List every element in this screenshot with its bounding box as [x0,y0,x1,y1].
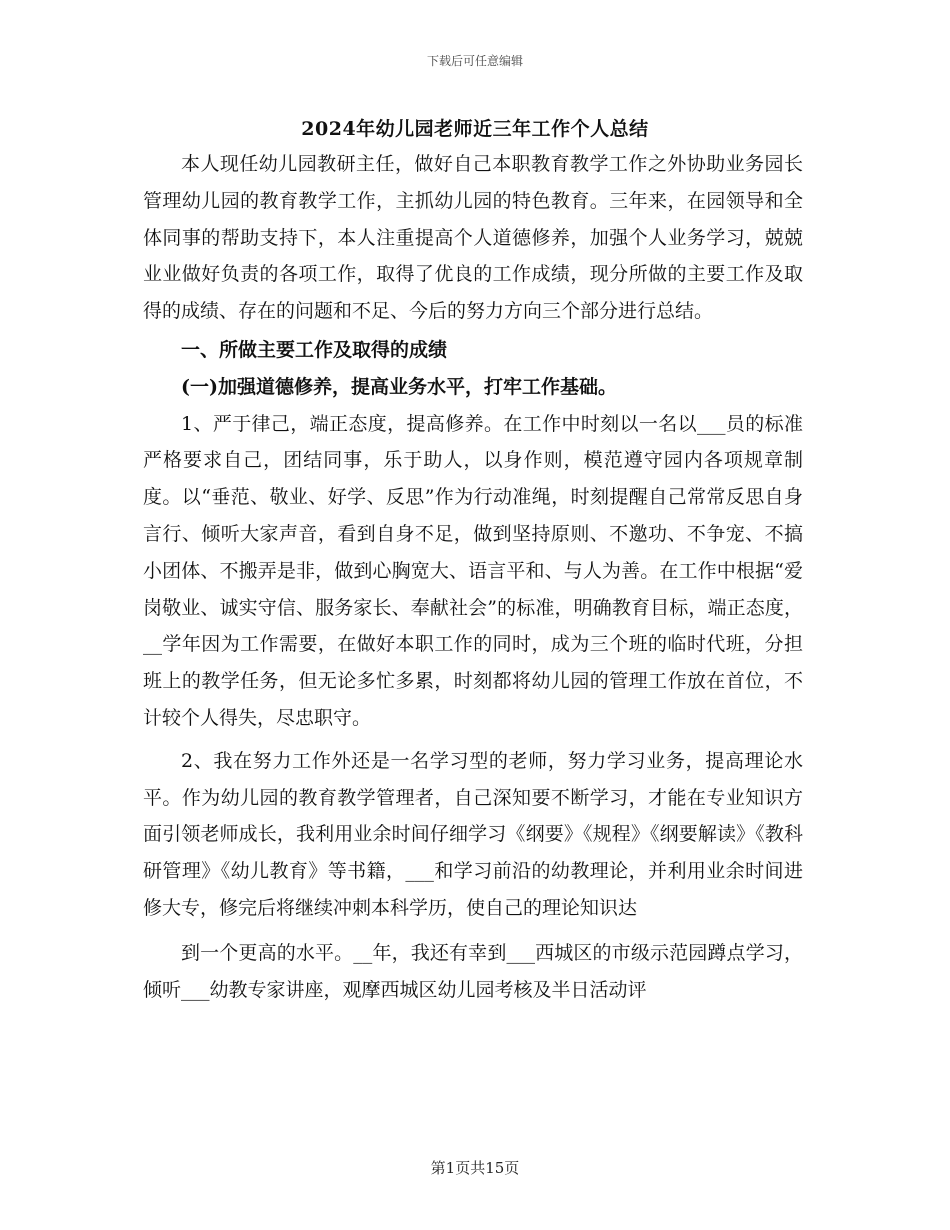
item-2-continuation: 到一个更高的水平。__年，我还有幸到___西城区的市级示范园蹲点学习，倾听___幼教专家讲座，观摩西城区幼儿园考核及半日活动评 [143,941,803,1001]
item-1-paragraph: 1、严于律己，端正态度，提高修养。在工作中时刻以一名以___员的标准严格要求自己，团结同事，乐于助人，以身作则，模范遵守园内各项规章制度。以“垂范、敬业、好学、反思”作为行动准绳，时刻提醒自己常常反思自身言行、倾听大家声音，看到自身不足，做到坚持原则、不邀功、不争宠、不搞小团体、不搬弄是非，做到心胸宽大、语言平和、与人为善。在工作中根据“爱岗敬业、诚实守信、服务家长、奉献社会”的标准，明确教育目标，端正态度，__学年因为工作需要，在做好本职工作的同时，成为三个班的临时代班，分担班上的教学任务，但无论多忙多累，时刻都将幼儿园的管理工作放在首位，不计较个人得失，尽忠职守。 [143,412,803,729]
section-heading-1: 一、所做主要工作及取得的成绩 [181,338,448,361]
item-2-paragraph: 2、我在努力工作外还是一名学习型的老师，努力学习业务，提高理论水平。作为幼儿园的教育教学管理者，自己深知要不断学习，才能在专业知识方面引领老师成长，我利用业余时间仔细学习《纲要》《规程》《纲要解读》《教科研管理》《幼儿教育》等书籍，___和学习前沿的幼教理论，并利用业余时间进修大专，修完后将继续冲刺本科学历，使自己的理论知识达 [143,749,803,919]
intro-paragraph: 本人现任幼儿园教研主任，做好自己本职教育教学工作之外协助业务园长管理幼儿园的教育教学工作，主抓幼儿园的特色教育。三年来，在园领导和全体同事的帮助支持下，本人注重提高个人道德修养，加强个人业务学习，兢兢业业做好负责的各项工作，取得了优良的工作成绩，现分所做的主要工作及取得的成绩、存在的问题和不足、今后的努力方向三个部分进行总结。 [143,153,803,323]
document-title: 2024年幼儿园老师近三年工作个人总结 [301,118,649,140]
page-number: 第1页共15页 [430,1159,520,1177]
document-body [143,146,803,1008]
subsection-heading-1: (一)加强道德修养，提高业务水平，打牢工作基础。 [181,375,617,398]
page-header-note: 下载后可任意编辑 [426,54,523,68]
